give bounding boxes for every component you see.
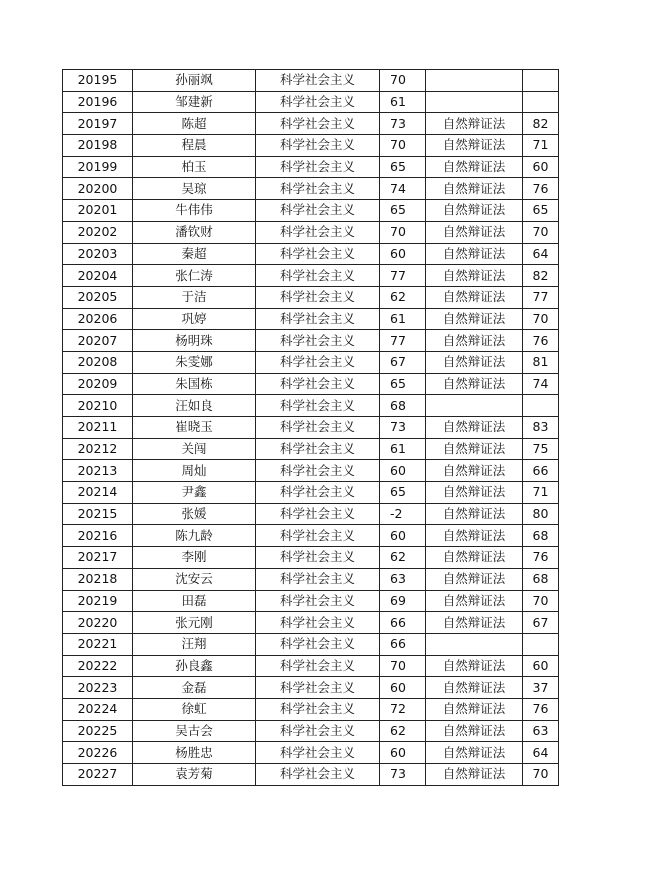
student-name-cell: 汪如良: [133, 395, 256, 417]
score1-cell: 67: [380, 351, 426, 373]
student-name-cell: 周灿: [133, 460, 256, 482]
student-id-cell: 20209: [63, 373, 133, 395]
score1-cell: 60: [380, 742, 426, 764]
student-id-cell: 20195: [63, 70, 133, 92]
subject1-cell: 科学社会主义: [256, 677, 380, 699]
subject2-cell: 自然辩证法: [426, 178, 523, 200]
score2-cell: 37: [523, 677, 559, 699]
student-id-cell: 20219: [63, 590, 133, 612]
subject1-cell: 科学社会主义: [256, 135, 380, 157]
subject1-cell: 科学社会主义: [256, 568, 380, 590]
student-id-cell: 20201: [63, 200, 133, 222]
score1-cell: 60: [380, 525, 426, 547]
student-id-cell: 20202: [63, 221, 133, 243]
table-row: [63, 677, 559, 699]
student-id-cell: 20216: [63, 525, 133, 547]
subject1-cell: 科学社会主义: [256, 178, 380, 200]
score1-cell: 73: [380, 764, 426, 786]
student-id-cell: 20218: [63, 568, 133, 590]
student-id-cell: 20204: [63, 265, 133, 287]
student-name-cell: 张元刚: [133, 612, 256, 634]
student-name-cell: 潘钦财: [133, 221, 256, 243]
score2-cell: [523, 633, 559, 655]
subject1-cell: 科学社会主义: [256, 438, 380, 460]
score1-cell: 61: [380, 91, 426, 113]
table-row: [63, 135, 559, 157]
score2-cell: [523, 395, 559, 417]
score1-cell: 60: [380, 677, 426, 699]
student-id-cell: 20215: [63, 503, 133, 525]
score2-cell: 75: [523, 438, 559, 460]
student-name-cell: 关闯: [133, 438, 256, 460]
subject2-cell: [426, 633, 523, 655]
table-row: [63, 438, 559, 460]
student-id-cell: 20214: [63, 482, 133, 504]
score1-cell: 60: [380, 243, 426, 265]
student-id-cell: 20197: [63, 113, 133, 135]
score1-cell: 65: [380, 373, 426, 395]
score1-cell: 61: [380, 438, 426, 460]
student-name-cell: 金磊: [133, 677, 256, 699]
student-name-cell: 于洁: [133, 286, 256, 308]
subject2-cell: 自然辩证法: [426, 460, 523, 482]
student-id-cell: 20222: [63, 655, 133, 677]
table-row: [63, 91, 559, 113]
score2-cell: 71: [523, 482, 559, 504]
subject2-cell: 自然辩证法: [426, 482, 523, 504]
score1-cell: 74: [380, 178, 426, 200]
score1-cell: 66: [380, 633, 426, 655]
student-id-cell: 20206: [63, 308, 133, 330]
score2-cell: 60: [523, 156, 559, 178]
subject2-cell: 自然辩证法: [426, 113, 523, 135]
subject1-cell: 科学社会主义: [256, 243, 380, 265]
student-name-cell: 徐虹: [133, 698, 256, 720]
table-row: [63, 698, 559, 720]
table-row: [63, 308, 559, 330]
student-name-cell: 程晨: [133, 135, 256, 157]
table-row: [63, 113, 559, 135]
subject2-cell: 自然辩证法: [426, 547, 523, 569]
table-row: [63, 503, 559, 525]
score1-cell: 73: [380, 417, 426, 439]
score1-cell: 70: [380, 655, 426, 677]
score1-cell: 61: [380, 308, 426, 330]
student-name-cell: 陈超: [133, 113, 256, 135]
student-name-cell: 吴古会: [133, 720, 256, 742]
score1-cell: 68: [380, 395, 426, 417]
score2-cell: 68: [523, 568, 559, 590]
score2-cell: [523, 91, 559, 113]
score1-cell: 63: [380, 568, 426, 590]
subject1-cell: 科学社会主义: [256, 525, 380, 547]
score1-cell: 65: [380, 482, 426, 504]
score2-cell: 70: [523, 590, 559, 612]
student-id-cell: 20205: [63, 286, 133, 308]
student-id-cell: 20217: [63, 547, 133, 569]
table-row: [63, 720, 559, 742]
score2-cell: 71: [523, 135, 559, 157]
subject2-cell: 自然辩证法: [426, 351, 523, 373]
subject1-cell: 科学社会主义: [256, 720, 380, 742]
student-name-cell: 邹建新: [133, 91, 256, 113]
score2-cell: 70: [523, 308, 559, 330]
subject1-cell: 科学社会主义: [256, 742, 380, 764]
score2-cell: 65: [523, 200, 559, 222]
student-name-cell: 陈九龄: [133, 525, 256, 547]
student-name-cell: 秦超: [133, 243, 256, 265]
score1-cell: 62: [380, 547, 426, 569]
table-row: [63, 568, 559, 590]
subject2-cell: 自然辩证法: [426, 590, 523, 612]
student-name-cell: 孙良鑫: [133, 655, 256, 677]
subject1-cell: 科学社会主义: [256, 70, 380, 92]
student-name-cell: 张媛: [133, 503, 256, 525]
table-row: [63, 221, 559, 243]
student-id-cell: 20223: [63, 677, 133, 699]
score2-cell: 81: [523, 351, 559, 373]
subject1-cell: 科学社会主义: [256, 503, 380, 525]
subject1-cell: 科学社会主义: [256, 633, 380, 655]
score1-cell: 62: [380, 720, 426, 742]
table-row: [63, 200, 559, 222]
student-id-cell: 20225: [63, 720, 133, 742]
student-name-cell: 杨胜忠: [133, 742, 256, 764]
subject2-cell: 自然辩证法: [426, 438, 523, 460]
score2-cell: 82: [523, 265, 559, 287]
student-name-cell: 朱雯娜: [133, 351, 256, 373]
student-name-cell: 牛伟伟: [133, 200, 256, 222]
score1-cell: 77: [380, 330, 426, 352]
student-id-cell: 20203: [63, 243, 133, 265]
subject1-cell: 科学社会主义: [256, 308, 380, 330]
student-id-cell: 20199: [63, 156, 133, 178]
student-name-cell: 张仁涛: [133, 265, 256, 287]
subject1-cell: 科学社会主义: [256, 330, 380, 352]
score2-cell: 63: [523, 720, 559, 742]
subject2-cell: 自然辩证法: [426, 655, 523, 677]
subject1-cell: 科学社会主义: [256, 590, 380, 612]
score2-cell: 64: [523, 742, 559, 764]
student-id-cell: 20207: [63, 330, 133, 352]
table-row: [63, 460, 559, 482]
score1-cell: 72: [380, 698, 426, 720]
student-id-cell: 20226: [63, 742, 133, 764]
subject2-cell: 自然辩证法: [426, 417, 523, 439]
subject2-cell: 自然辩证法: [426, 330, 523, 352]
score2-cell: 80: [523, 503, 559, 525]
student-id-cell: 20224: [63, 698, 133, 720]
subject2-cell: 自然辩证法: [426, 677, 523, 699]
subject2-cell: 自然辩证法: [426, 265, 523, 287]
student-id-cell: 20196: [63, 91, 133, 113]
student-name-cell: 吴琼: [133, 178, 256, 200]
subject1-cell: 科学社会主义: [256, 200, 380, 222]
score2-cell: [523, 70, 559, 92]
subject2-cell: 自然辩证法: [426, 135, 523, 157]
score1-cell: 77: [380, 265, 426, 287]
student-name-cell: 汪翔: [133, 633, 256, 655]
table-row: [63, 351, 559, 373]
score1-cell: 65: [380, 156, 426, 178]
table-row: [63, 156, 559, 178]
score1-cell: 62: [380, 286, 426, 308]
student-name-cell: 巩婷: [133, 308, 256, 330]
student-name-cell: 袁芳菊: [133, 764, 256, 786]
subject1-cell: 科学社会主义: [256, 113, 380, 135]
subject1-cell: 科学社会主义: [256, 221, 380, 243]
subject2-cell: 自然辩证法: [426, 286, 523, 308]
score2-cell: 68: [523, 525, 559, 547]
subject2-cell: 自然辩证法: [426, 764, 523, 786]
subject1-cell: 科学社会主义: [256, 417, 380, 439]
table-row: [63, 265, 559, 287]
subject1-cell: 科学社会主义: [256, 373, 380, 395]
student-name-cell: 尹鑫: [133, 482, 256, 504]
student-id-cell: 20227: [63, 764, 133, 786]
score2-cell: 82: [523, 113, 559, 135]
score2-cell: 76: [523, 698, 559, 720]
table-row: [63, 482, 559, 504]
student-id-cell: 20200: [63, 178, 133, 200]
subject2-cell: 自然辩证法: [426, 720, 523, 742]
score2-cell: 67: [523, 612, 559, 634]
student-name-cell: 朱国栋: [133, 373, 256, 395]
student-id-cell: 20210: [63, 395, 133, 417]
score1-cell: 66: [380, 612, 426, 634]
table-row: [63, 764, 559, 786]
subject1-cell: 科学社会主义: [256, 764, 380, 786]
subject1-cell: 科学社会主义: [256, 286, 380, 308]
subject1-cell: 科学社会主义: [256, 547, 380, 569]
student-name-cell: 崔晓玉: [133, 417, 256, 439]
table-row: [63, 70, 559, 92]
grades-table-body: [63, 70, 559, 786]
subject2-cell: 自然辩证法: [426, 525, 523, 547]
score1-cell: 70: [380, 135, 426, 157]
score1-cell: 69: [380, 590, 426, 612]
table-row: [63, 178, 559, 200]
subject1-cell: 科学社会主义: [256, 395, 380, 417]
subject2-cell: 自然辩证法: [426, 698, 523, 720]
score2-cell: 64: [523, 243, 559, 265]
subject2-cell: 自然辩证法: [426, 156, 523, 178]
score2-cell: 60: [523, 655, 559, 677]
student-name-cell: 田磊: [133, 590, 256, 612]
subject1-cell: 科学社会主义: [256, 460, 380, 482]
student-id-cell: 20211: [63, 417, 133, 439]
score2-cell: 77: [523, 286, 559, 308]
subject2-cell: 自然辩证法: [426, 308, 523, 330]
student-name-cell: 柏玉: [133, 156, 256, 178]
subject1-cell: 科学社会主义: [256, 655, 380, 677]
table-row: [63, 395, 559, 417]
subject2-cell: 自然辩证法: [426, 373, 523, 395]
score2-cell: 70: [523, 764, 559, 786]
subject1-cell: 科学社会主义: [256, 351, 380, 373]
score2-cell: 76: [523, 330, 559, 352]
subject2-cell: [426, 395, 523, 417]
table-row: [63, 243, 559, 265]
table-row: [63, 330, 559, 352]
subject1-cell: 科学社会主义: [256, 156, 380, 178]
student-name-cell: 沈安云: [133, 568, 256, 590]
student-name-cell: 李刚: [133, 547, 256, 569]
score2-cell: 76: [523, 178, 559, 200]
subject2-cell: 自然辩证法: [426, 503, 523, 525]
table-row: [63, 373, 559, 395]
subject2-cell: 自然辩证法: [426, 243, 523, 265]
student-id-cell: 20208: [63, 351, 133, 373]
table-row: [63, 742, 559, 764]
student-id-cell: 20212: [63, 438, 133, 460]
score2-cell: 83: [523, 417, 559, 439]
subject2-cell: [426, 70, 523, 92]
student-name-cell: 杨明珠: [133, 330, 256, 352]
subject1-cell: 科学社会主义: [256, 482, 380, 504]
subject1-cell: 科学社会主义: [256, 265, 380, 287]
score1-cell: -2: [380, 503, 426, 525]
subject1-cell: 科学社会主义: [256, 612, 380, 634]
table-row: [63, 547, 559, 569]
table-row: [63, 633, 559, 655]
student-id-cell: 20198: [63, 135, 133, 157]
subject2-cell: 自然辩证法: [426, 200, 523, 222]
table-row: [63, 655, 559, 677]
score1-cell: 73: [380, 113, 426, 135]
subject1-cell: 科学社会主义: [256, 91, 380, 113]
subject1-cell: 科学社会主义: [256, 698, 380, 720]
score2-cell: 74: [523, 373, 559, 395]
score1-cell: 70: [380, 221, 426, 243]
student-id-cell: 20213: [63, 460, 133, 482]
subject2-cell: 自然辩证法: [426, 742, 523, 764]
score1-cell: 65: [380, 200, 426, 222]
table-row: [63, 417, 559, 439]
score1-cell: 60: [380, 460, 426, 482]
student-id-cell: 20221: [63, 633, 133, 655]
score1-cell: 70: [380, 70, 426, 92]
table-row: [63, 612, 559, 634]
subject2-cell: 自然辩证法: [426, 568, 523, 590]
grades-table: [62, 69, 559, 786]
student-name-cell: 孙丽飒: [133, 70, 256, 92]
score2-cell: 76: [523, 547, 559, 569]
subject2-cell: 自然辩证法: [426, 612, 523, 634]
student-id-cell: 20220: [63, 612, 133, 634]
subject2-cell: [426, 91, 523, 113]
table-row: [63, 590, 559, 612]
score2-cell: 70: [523, 221, 559, 243]
score2-cell: 66: [523, 460, 559, 482]
subject2-cell: 自然辩证法: [426, 221, 523, 243]
table-row: [63, 525, 559, 547]
table-row: [63, 286, 559, 308]
